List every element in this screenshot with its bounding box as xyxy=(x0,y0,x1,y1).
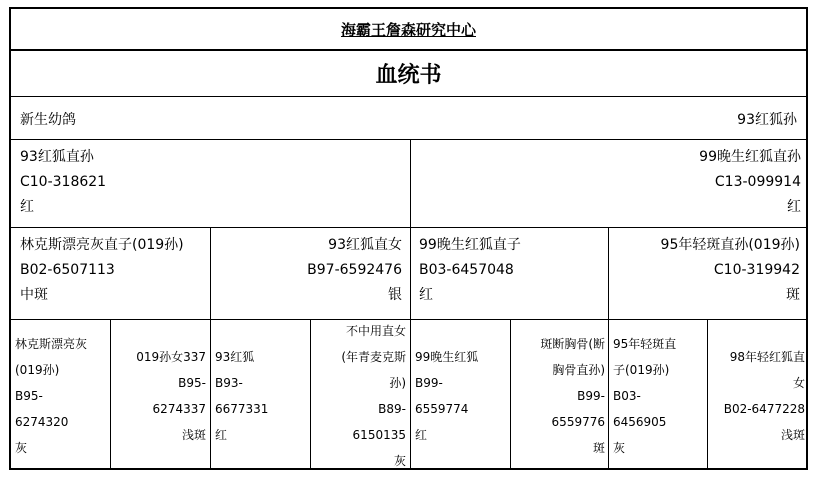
ggp-color: 浅斑 xyxy=(181,428,206,442)
ggp-ring-line: B99- xyxy=(577,389,605,403)
ggp-ring-line: B89- xyxy=(378,402,406,416)
grandparent-color: 银 xyxy=(388,287,402,303)
ggp-ring-line: 6274337 xyxy=(152,402,206,416)
grandparent-4 xyxy=(614,233,800,308)
grandparent-color: 斑 xyxy=(786,287,800,303)
grandparent-3 xyxy=(419,233,604,308)
parent-name: 93红狐直孙 xyxy=(20,149,94,165)
grandparent-name: 93红狐直女 xyxy=(328,237,402,253)
grandparent-color: 红 xyxy=(419,287,433,303)
ggp-name-line: (019孙) xyxy=(15,363,60,377)
ggp-color: 斑 xyxy=(592,441,605,455)
ggp-name-line: 林克斯漂亮灰 xyxy=(15,337,88,351)
organization-name: 海霸王詹森研究中心 xyxy=(340,20,476,39)
grandparent-ring: B03-6457048 xyxy=(419,262,514,278)
ggp-name-line: 不中用直女 xyxy=(345,324,406,338)
grandparent-2 xyxy=(216,233,402,308)
ggp-name-line: 子(019孙) xyxy=(613,363,670,377)
parent-dam xyxy=(421,145,801,220)
ggp-color: 灰 xyxy=(613,441,626,455)
ggp-color: 灰 xyxy=(15,441,28,455)
subject-lineage: 93红狐孙 xyxy=(737,112,797,128)
ggp-name-line: 孙) xyxy=(389,376,406,390)
ggp-ring-line: B95- xyxy=(178,376,206,390)
parent-name: 99晚生红狐直孙 xyxy=(699,149,801,165)
ggp-name-line: 95年轻斑直 xyxy=(613,337,677,351)
ggp-ring-line: 6677331 xyxy=(215,402,269,416)
ggp-ring-line: 6150135 xyxy=(352,428,406,442)
pedigree-certificate xyxy=(9,7,808,470)
ggp-color: 红 xyxy=(215,428,228,442)
great-grandparent-7 xyxy=(613,331,705,461)
parent-ring: C10-318621 xyxy=(20,174,107,190)
grandparent-name: 99晚生红狐直子 xyxy=(419,237,521,253)
ggp-ring-line: 6559774 xyxy=(415,402,469,416)
ggp-name-line: 胸骨直孙) xyxy=(552,363,605,377)
ggp-name-line: 98年轻红狐直 xyxy=(729,350,805,364)
great-grandparent-5 xyxy=(415,344,507,448)
ggp-ring-line: B95- xyxy=(15,389,43,403)
ggp-name-line: 斑断胸骨(断 xyxy=(540,337,605,351)
ggp-ring-line: B93- xyxy=(215,376,243,390)
ggp-ring-line: B99- xyxy=(415,376,443,390)
ggp-color: 灰 xyxy=(393,454,406,468)
subject-row xyxy=(11,96,806,139)
great-grandparent-2 xyxy=(113,344,206,448)
great-grandparent-4 xyxy=(313,318,406,474)
grandparent-1 xyxy=(20,233,205,308)
ggp-ring-line: B02-6477228 xyxy=(723,402,805,416)
ggp-ring-line: B03- xyxy=(613,389,641,403)
subject-label: 新生幼鸽 xyxy=(20,112,76,128)
ggp-name-line: 019孙女337 xyxy=(136,350,206,364)
grandparent-ring: B97-6592476 xyxy=(307,262,402,278)
parent-color: 红 xyxy=(20,199,34,215)
ggp-ring-line: 6456905 xyxy=(613,415,667,429)
great-grandparent-1 xyxy=(15,331,107,461)
grandparent-ring: C10-319942 xyxy=(713,262,800,278)
great-grandparent-8 xyxy=(710,344,805,448)
ggp-name-line: 99晚生红狐 xyxy=(415,350,479,364)
parent-color: 红 xyxy=(787,199,801,215)
grandparent-name: 林克斯漂亮灰直子(019孙) xyxy=(20,237,184,253)
grandparent-name: 95年轻斑直孙(019孙) xyxy=(660,237,800,253)
ggp-name-line: 93红狐 xyxy=(215,350,255,364)
grandparent-color: 中斑 xyxy=(20,287,48,303)
document-title: 血统书 xyxy=(11,49,806,96)
great-grandparent-3 xyxy=(215,344,307,448)
great-grandparent-6 xyxy=(513,331,605,461)
ggp-name-line: 女 xyxy=(792,376,805,390)
ggp-color: 红 xyxy=(415,428,428,442)
grandparent-ring: B02-6507113 xyxy=(20,262,115,278)
parent-sire xyxy=(20,145,400,220)
ggp-name-line: (年青麦克斯 xyxy=(341,350,406,364)
parent-ring: C13-099914 xyxy=(714,174,801,190)
ggp-ring-line: 6274320 xyxy=(15,415,69,429)
ggp-ring-line: 6559776 xyxy=(551,415,605,429)
ggp-color: 浅斑 xyxy=(780,428,805,442)
